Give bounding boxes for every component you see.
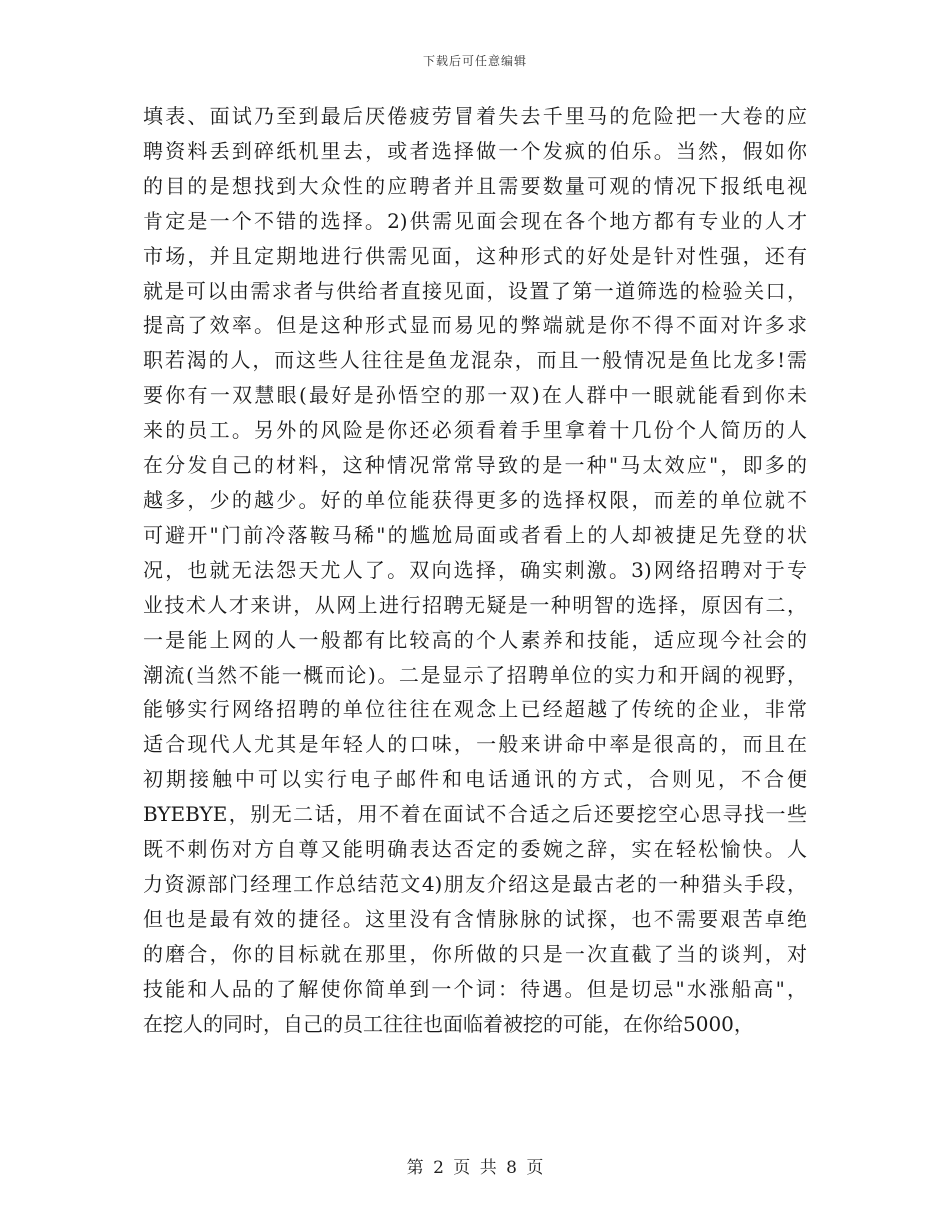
body-line: 但也是最有效的捷径。这里没有含情脉脉的试探，也不需要艰苦卓绝	[143, 906, 807, 931]
body-line: 就是可以由需求者与供给者直接见面，设置了第一道筛选的检验关口，	[143, 278, 807, 303]
body-line: 业技术人才来讲，从网上进行招聘无疑是一种明智的选择，原因有二，	[143, 592, 807, 617]
body-line: 技能和人品的了解使你简单到一个词：待遇。但是切忌"水涨船高"，	[143, 976, 807, 1001]
body-line: 在挖人的同时，自己的员工往往也面临着被挖的可能，在你给5000，	[143, 1011, 754, 1036]
body-line: 要你有一双慧眼(最好是孙悟空的那一双)在人群中一眼就能看到你未	[143, 383, 807, 408]
body-line: 一是能上网的人一般都有比较高的个人素养和技能，适应现今社会的	[143, 627, 807, 652]
body-line: 的磨合，你的目标就在那里，你所做的只是一次直截了当的谈判，对	[143, 941, 807, 966]
body-line: 来的员工。另外的风险是你还必须看着手里拿着十几份个人简历的人	[143, 418, 807, 443]
body-line: 越多，少的越少。好的单位能获得更多的选择权限，而差的单位就不	[143, 487, 807, 512]
body-line: 潮流(当然不能一概而论)。二是显示了招聘单位的实力和开阔的视野，	[143, 662, 807, 687]
body-line: 力资源部门经理工作总结范文4)朋友介绍这是最古老的一种猎头手段，	[143, 871, 807, 896]
body-line: 市场，并且定期地进行供需见面，这种形式的好处是针对性强，还有	[143, 243, 807, 268]
body-line: 初期接触中可以实行电子邮件和电话通讯的方式，合则见，不合便	[143, 767, 807, 792]
body-line: 既不刺伤对方自尊又能明确表达否定的委婉之辞，实在轻松愉快。人	[143, 837, 807, 862]
document-body	[143, 99, 807, 1041]
body-line: 适合现代人尤其是年轻人的口味，一般来讲命中率是很高的，而且在	[143, 732, 807, 757]
body-line: 聘资料丢到碎纸机里去，或者选择做一个发疯的伯乐。当然，假如你	[143, 138, 807, 163]
body-line: 能够实行网络招聘的单位往往在观念上已经超越了传统的企业，非常	[143, 697, 807, 722]
body-line: 职若渴的人，而这些人往往是鱼龙混杂，而且一般情况是鱼比龙多!需	[143, 348, 807, 373]
body-line: 可避开"门前冷落鞍马稀"的尴尬局面或者看上的人却被捷足先登的状	[143, 522, 807, 547]
body-line: 提高了效率。但是这种形式显而易见的弊端就是你不得不面对许多求	[143, 313, 807, 338]
body-line: 在分发自己的材料，这种情况常常导致的是一种"马太效应"，即多的	[143, 453, 807, 478]
page-footer: 第 2 页 共 8 页	[406, 1158, 544, 1178]
body-line: 填表、面试乃至到最后厌倦疲劳冒着失去千里马的危险把一大卷的应	[143, 104, 807, 128]
page-header: 下载后可任意编辑	[422, 54, 527, 68]
body-line: 况，也就无法怨天尤人了。双向选择，确实刺激。3)网络招聘对于专	[143, 557, 807, 582]
body-line: BYEBYE，别无二话，用不着在面试不合适之后还要挖空心思寻找一些	[143, 802, 807, 827]
body-line: 肯定是一个不错的选择。2)供需见面会现在各个地方都有专业的人才	[143, 208, 807, 233]
body-line: 的目的是想找到大众性的应聘者并且需要数量可观的情况下报纸电视	[143, 173, 807, 198]
